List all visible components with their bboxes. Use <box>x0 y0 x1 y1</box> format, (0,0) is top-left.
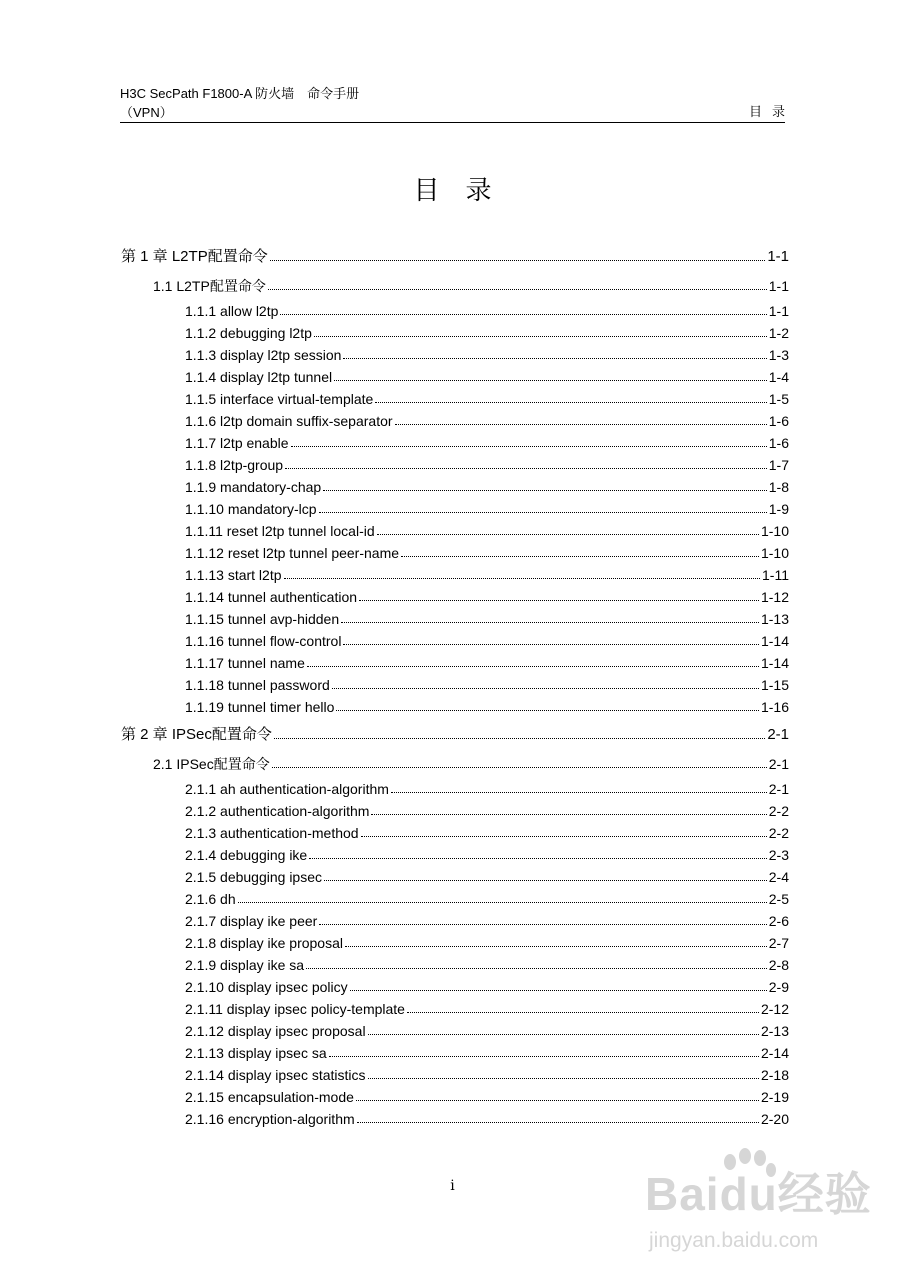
toc-entry[interactable] <box>121 674 789 694</box>
toc-entry-label: 1.1.14 tunnel authentication <box>185 589 358 605</box>
toc-entry-page: 1-1 <box>768 303 789 319</box>
toc-entry-label: 1.1.10 mandatory-lcp <box>185 501 317 517</box>
toc-entry-label: 第 2 章 IPSec配置命令 <box>121 726 272 743</box>
toc-entry[interactable] <box>121 366 789 386</box>
toc-entry-label: 1.1.4 display l2tp tunnel <box>185 369 333 385</box>
toc-entry-page: 2-19 <box>760 1089 789 1105</box>
dot-leader <box>238 901 767 903</box>
toc-entry-page: 2-1 <box>768 756 789 772</box>
toc-entry-page: 2-9 <box>768 979 789 995</box>
header-section: 目录 <box>748 105 795 120</box>
toc-entry-page: 1-16 <box>760 699 789 715</box>
toc-entry[interactable] <box>121 932 789 952</box>
dot-leader <box>391 791 767 793</box>
toc-entry[interactable] <box>121 630 789 650</box>
toc-entry-page: 1-15 <box>760 677 789 693</box>
toc-entry-page: 2-13 <box>760 1023 789 1039</box>
toc-entry[interactable] <box>121 344 789 364</box>
dot-leader <box>323 489 767 491</box>
toc-entry-page: 2-5 <box>768 891 789 907</box>
toc-entry-page: 1-13 <box>760 611 789 627</box>
dot-leader <box>345 945 767 947</box>
toc-entry[interactable] <box>121 608 789 628</box>
toc-entry-label: 2.1.6 dh <box>185 891 236 907</box>
toc-entry-page: 2-8 <box>768 957 789 973</box>
toc-entry-page: 1-8 <box>768 479 789 495</box>
toc-entry-label: 2.1.8 display ike proposal <box>185 935 343 951</box>
dot-leader <box>284 577 761 579</box>
toc-entry-page: 1-2 <box>768 325 789 341</box>
dot-leader <box>343 643 759 645</box>
toc-entry-label: 1.1.7 l2tp enable <box>185 435 289 451</box>
dot-leader <box>356 1099 759 1101</box>
dot-leader <box>319 511 767 513</box>
toc-entry[interactable] <box>121 800 789 820</box>
toc-entry[interactable] <box>121 322 789 342</box>
dot-leader <box>401 555 759 557</box>
toc-entry-page: 2-3 <box>768 847 789 863</box>
toc-entry[interactable] <box>121 844 789 864</box>
toc-entry-page: 2-2 <box>768 825 789 841</box>
toc-entry[interactable] <box>121 822 789 842</box>
dot-leader <box>309 857 767 859</box>
toc-entry[interactable] <box>121 520 789 540</box>
toc-chapter[interactable] <box>121 246 789 266</box>
toc-entry-label: 2.1.5 debugging ipsec <box>185 869 322 885</box>
dot-leader <box>274 737 765 739</box>
dot-leader <box>270 259 766 261</box>
toc-entry-label: 2.1.2 authentication-algorithm <box>185 803 370 819</box>
dot-leader <box>359 599 759 601</box>
watermark-url: jingyan.baidu.com <box>649 1229 819 1252</box>
toc-entry-label: 1.1.9 mandatory-chap <box>185 479 322 495</box>
toc-entry-label: 2.1.9 display ike sa <box>185 957 305 973</box>
toc-entry[interactable] <box>121 300 789 320</box>
page-title: 目录 <box>413 176 518 206</box>
toc-section[interactable] <box>121 275 789 295</box>
dot-leader <box>368 1077 759 1079</box>
toc-entry[interactable] <box>121 432 789 452</box>
dot-leader <box>361 835 767 837</box>
toc-entry-label: 2.1.7 display ike peer <box>185 913 318 929</box>
toc-entry-page: 1-3 <box>768 347 789 363</box>
toc-entry-label: 1.1.17 tunnel name <box>185 655 305 671</box>
toc-entry-label: 1.1.11 reset l2tp tunnel local-id <box>185 523 375 539</box>
toc-entry-label: 1.1.19 tunnel timer hello <box>185 699 335 715</box>
toc-entry-label: 2.1.13 display ipsec sa <box>185 1045 327 1061</box>
toc-entry-page: 1-10 <box>760 545 789 561</box>
toc-entry-page: 1-4 <box>768 369 789 385</box>
dot-leader <box>407 1011 759 1013</box>
dot-leader <box>350 989 767 991</box>
dot-leader <box>357 1121 759 1123</box>
dot-leader <box>329 1055 759 1057</box>
toc-entry-label: 2.1.4 debugging ike <box>185 847 308 863</box>
toc-entry[interactable] <box>121 1042 789 1062</box>
toc-entry[interactable] <box>121 778 789 798</box>
toc-entry-label: 1.1.15 tunnel avp-hidden <box>185 611 340 627</box>
toc-chapter[interactable] <box>121 724 789 744</box>
toc-entry-label: 1.1.12 reset l2tp tunnel peer-name <box>185 545 400 561</box>
toc-entry[interactable] <box>121 586 789 606</box>
toc-entry[interactable] <box>121 1108 789 1128</box>
toc-entry-label: 1.1.5 interface virtual-template <box>185 391 374 407</box>
toc-entry[interactable] <box>121 888 789 908</box>
toc-entry-page: 1-14 <box>760 655 789 671</box>
toc-entry-label: 2.1 IPSec配置命令 <box>153 756 270 772</box>
toc-entry-page: 1-5 <box>768 391 789 407</box>
toc-entry-page: 1-1 <box>767 248 789 265</box>
dot-leader <box>307 665 759 667</box>
toc-entry[interactable] <box>121 866 789 886</box>
dot-leader <box>314 335 767 337</box>
toc-entry[interactable] <box>121 542 789 562</box>
toc-entry[interactable] <box>121 388 789 408</box>
toc-entry-label: 第 1 章 L2TP配置命令 <box>121 248 268 265</box>
toc-entry-label: 1.1.18 tunnel password <box>185 677 330 693</box>
toc-entry-label: 2.1.11 display ipsec policy-template <box>185 1001 405 1017</box>
toc-entry-page: 1-7 <box>768 457 789 473</box>
dot-leader <box>371 813 766 815</box>
dot-leader <box>272 766 767 768</box>
toc-entry-page: 2-4 <box>768 869 789 885</box>
toc-entry[interactable] <box>121 1064 789 1084</box>
dot-leader <box>319 923 766 925</box>
toc-entry[interactable] <box>121 476 789 496</box>
toc-entry-label: 2.1.3 authentication-method <box>185 825 359 841</box>
toc-entry-label: 1.1.13 start l2tp <box>185 567 282 583</box>
toc-entry-page: 1-10 <box>760 523 789 539</box>
toc-entry-page: 2-14 <box>760 1045 789 1061</box>
toc-entry[interactable] <box>121 976 789 996</box>
toc-entry-label: 2.1.16 encryption-algorithm <box>185 1111 355 1127</box>
toc-entry-page: 2-18 <box>760 1067 789 1083</box>
dot-leader <box>395 423 767 425</box>
toc-entry-label: 1.1.16 tunnel flow-control <box>185 633 342 649</box>
dot-leader <box>285 467 767 469</box>
toc-entry-label: 1.1 L2TP配置命令 <box>153 278 266 294</box>
toc-entry-page: 2-12 <box>760 1001 789 1017</box>
toc-entry[interactable] <box>121 564 789 584</box>
toc-entry[interactable] <box>121 498 789 518</box>
toc-entry[interactable] <box>121 1086 789 1106</box>
toc-entry-label: 2.1.10 display ipsec policy <box>185 979 348 995</box>
dot-leader <box>368 1033 759 1035</box>
dot-leader <box>332 687 759 689</box>
dot-leader <box>280 313 766 315</box>
toc-entry-page: 1-1 <box>768 278 789 294</box>
toc-entry-page: 2-2 <box>768 803 789 819</box>
toc-entry-page: 2-1 <box>767 726 789 743</box>
dot-leader <box>334 379 767 381</box>
toc-entry[interactable] <box>121 696 789 716</box>
toc-entry-page: 1-14 <box>760 633 789 649</box>
toc-entry-page: 2-20 <box>760 1111 789 1127</box>
toc-entry[interactable] <box>121 1020 789 1040</box>
toc-entry-page: 1-6 <box>768 413 789 429</box>
toc-entry-label: 1.1.1 allow l2tp <box>185 303 279 319</box>
toc-section[interactable] <box>121 753 789 773</box>
dot-leader <box>268 288 767 290</box>
toc-entry[interactable] <box>121 454 789 474</box>
toc-entry-label: 1.1.3 display l2tp session <box>185 347 342 363</box>
toc-entry[interactable] <box>121 410 789 430</box>
toc-entry-page: 2-1 <box>768 781 789 797</box>
page-header <box>120 86 795 123</box>
toc-entry-page: 1-6 <box>768 435 789 451</box>
dot-leader <box>341 621 759 623</box>
toc-entry-label: 2.1.1 ah authentication-algorithm <box>185 781 389 797</box>
toc-entry-page: 2-6 <box>768 913 789 929</box>
toc-entry-page: 1-11 <box>762 567 789 583</box>
toc-entry-label: 1.1.8 l2tp-group <box>185 457 284 473</box>
toc-entry[interactable] <box>121 998 789 1018</box>
toc-entry-page: 2-7 <box>768 935 789 951</box>
toc-entry[interactable] <box>121 910 789 930</box>
toc-entry[interactable] <box>121 652 789 672</box>
dot-leader <box>343 357 766 359</box>
header-volume: （VPN） <box>120 105 173 120</box>
toc-entry[interactable] <box>121 954 789 974</box>
header-manual-title: H3C SecPath F1800-A 防火墙 命令手册 <box>120 86 360 101</box>
toc-entry-label: 2.1.12 display ipsec proposal <box>185 1023 366 1039</box>
page-number: i <box>450 1178 455 1194</box>
baidu-watermark <box>645 1148 872 1268</box>
dot-leader <box>375 401 766 403</box>
watermark-brand: Baidu经验 <box>645 1168 872 1220</box>
toc-entry-page: 1-9 <box>768 501 789 517</box>
dot-leader <box>306 967 767 969</box>
toc-entry-label: 1.1.6 l2tp domain suffix-separator <box>185 413 393 429</box>
toc-entry-label: 2.1.15 encapsulation-mode <box>185 1089 354 1105</box>
toc-entry-page: 1-12 <box>760 589 789 605</box>
toc-entry-label: 2.1.14 display ipsec statistics <box>185 1067 366 1083</box>
toc-entry-label: 1.1.2 debugging l2tp <box>185 325 312 341</box>
dot-leader <box>291 445 767 447</box>
dot-leader <box>324 879 767 881</box>
dot-leader <box>336 709 759 711</box>
dot-leader <box>377 533 759 535</box>
